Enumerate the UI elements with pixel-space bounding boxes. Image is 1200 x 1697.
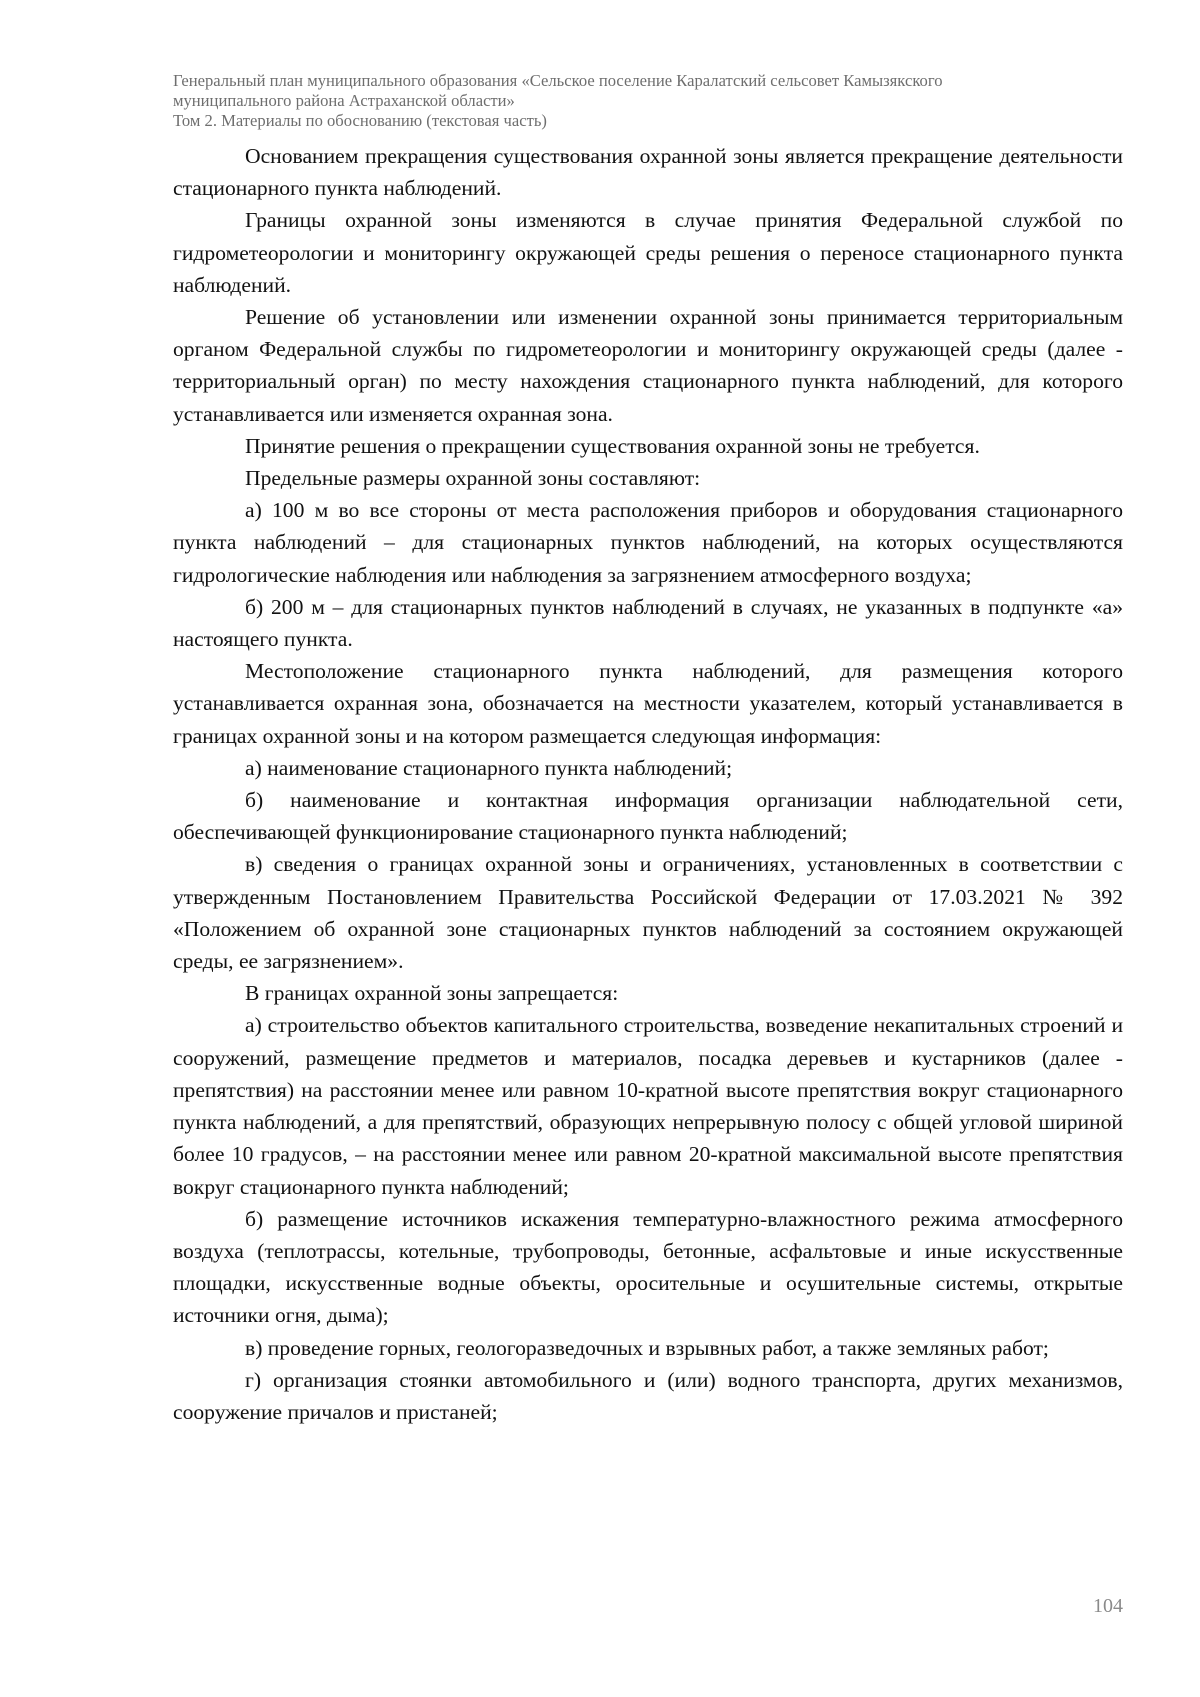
paragraph: В границах охранной зоны запрещается:	[245, 981, 619, 1006]
header-line-2: муниципального района Астраханской области»	[173, 91, 515, 110]
document-body	[173, 140, 1123, 1428]
paragraph: а) 100 м во все стороны от места расположения приборов и оборудования стационарного пункта наблюдений – для стационарных пунктов наблюдений, на которых осуществляются гидрологические наблюдения или наблюдения за загрязнением атмосферного воздуха;	[173, 498, 1123, 587]
header-line-3: Том 2. Материалы по обоснованию (текстовая часть)	[173, 111, 547, 130]
paragraph: б) размещение источников искажения температурно-влажностного режима атмосферного воздуха (теплотрассы, котельные, трубопроводы, бетонные, асфальтовые и иные искусственные площадки, искусственные водные объекты, оросительные и осушительные системы, открытые источники огня, дыма);	[173, 1206, 1123, 1328]
header-line-1: Генеральный план муниципального образования «Сельское поселение Каралатский сельсовет Камызякского	[173, 71, 943, 90]
paragraph: а) наименование стационарного пункта наблюдений;	[245, 755, 733, 780]
paragraph: Решение об установлении или изменении охранной зоны принимается территориальным органом Федеральной службы по гидрометеорологии и мониторингу окружающей среды (далее - территориальный орган) по месту нахождения стационарного пункта наблюдений, для которого устанавливается или изменяется охранная зона.	[173, 305, 1123, 426]
document-header	[173, 71, 1123, 131]
paragraph: а) строительство объектов капитального строительства, возведение некапитальных строений и сооружений, размещение предметов и материалов, посадка деревьев и кустарников (далее - препятствия) на расстоянии менее или равном 10-кратной высоте препятствия вокруг стационарного пункта наблюдений, а для препятствий, образующих непрерывную полосу с общей угловой шириной более 10 градусов, – на расстоянии менее или равном 20-кратной максимальной высоте препятствия вокруг стационарного пункта наблюдений;	[173, 1013, 1123, 1199]
paragraph: Границы охранной зоны изменяются в случае принятия Федеральной службой по гидрометеорологии и мониторингу окружающей среды решения о переносе стационарного пункта наблюдений.	[173, 208, 1123, 297]
page-number: 104	[1093, 1595, 1123, 1617]
paragraph: Основанием прекращения существования охранной зоны является прекращение деятельности стационарного пункта наблюдений.	[173, 144, 1123, 201]
paragraph: в) сведения о границах охранной зоны и ограничениях, установленных в соответствии с утвержденным Постановлением Правительства Российской Федерации от 17.03.2021 № 392 «Положением об охранной зоне стационарных пунктов наблюдений за состоянием окружающей среды, ее загрязнением».	[173, 852, 1123, 974]
paragraph: г) организация стоянки автомобильного и (или) водного транспорта, других механизмов, сооружение причалов и пристаней;	[173, 1367, 1123, 1424]
paragraph: б) наименование и контактная информация организации наблюдательной сети, обеспечивающей функционирование стационарного пункта наблюдений;	[173, 788, 1123, 845]
paragraph: Принятие решения о прекращении существования охранной зоны не требуется.	[245, 433, 980, 458]
paragraph: в) проведение горных, геологоразведочных и взрывных работ, а также земляных работ;	[245, 1335, 1049, 1360]
paragraph: б) 200 м – для стационарных пунктов наблюдений в случаях, не указанных в подпункте «а» настоящего пункта.	[173, 594, 1123, 652]
paragraph: Предельные размеры охранной зоны составляют:	[245, 466, 701, 491]
paragraph: Местоположение стационарного пункта наблюдений, для размещения которого устанавливается охранная зона, обозначается на местности указателем, который устанавливается в границах охранной зоны и на котором размещается следующая информация:	[173, 659, 1123, 748]
